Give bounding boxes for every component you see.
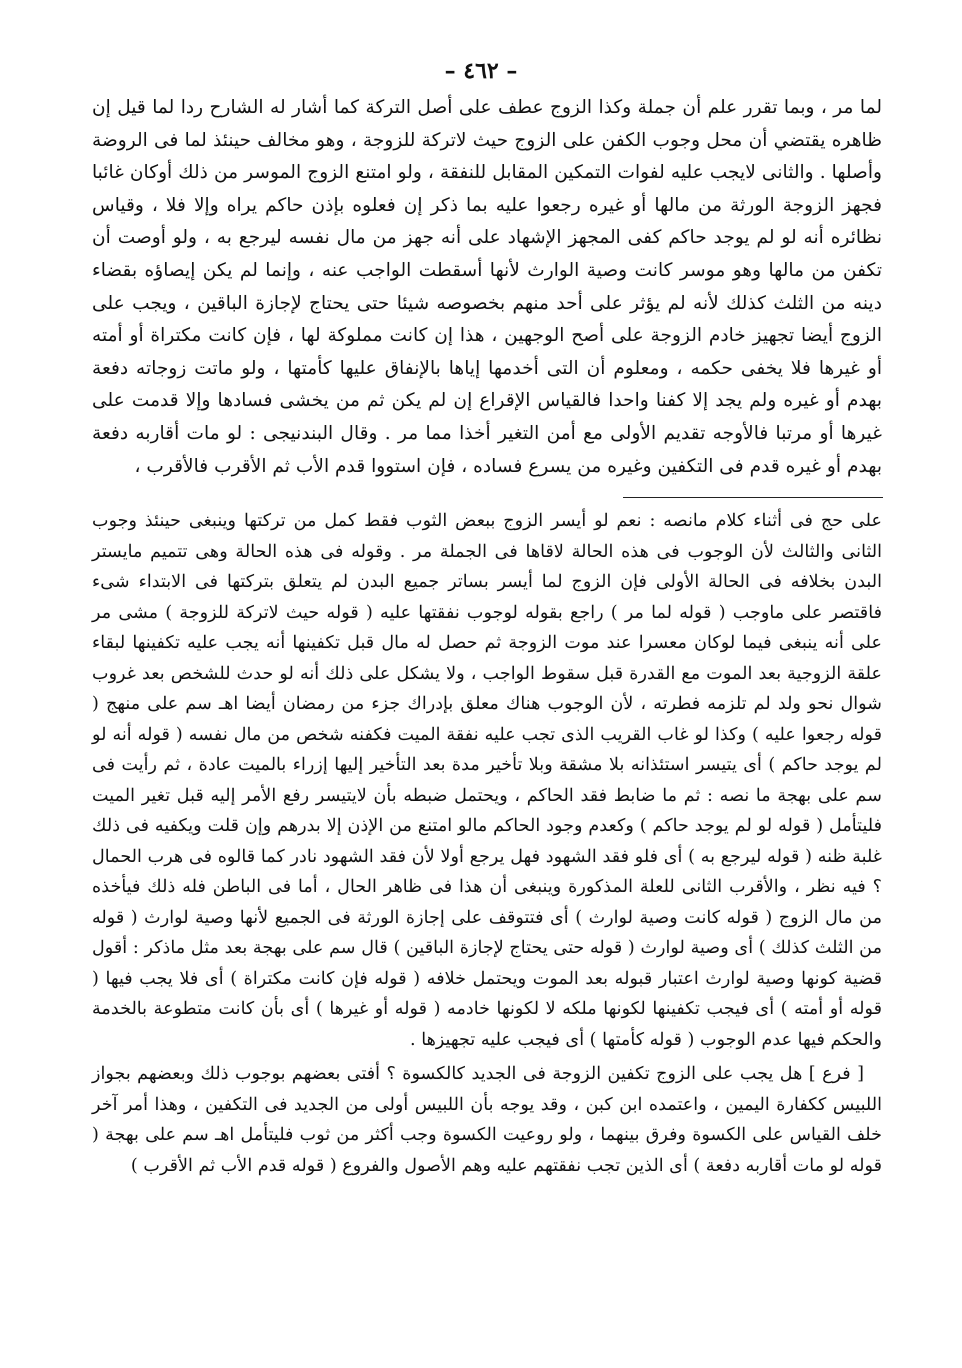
page-number: – ٤٦٢ – xyxy=(444,58,518,84)
main-text xyxy=(92,92,882,483)
footnote-divider xyxy=(623,497,883,498)
branch-paragraph: [ فرع ] هل يجب على الزوج تكفين الزوجة فى الجديد كالكسوة ؟ أفتى بعضهم بوجوب ذلك وبعضهم بجواز اللبيس ككفارة اليمين ، واعتمده ابن كبن ، وقد يوجه بأن اللبيس أولى من الجديد فى التكفين ، وهذا أمر آخر خلف القياس على الكسوة وفرق بينهما ، ولو روعيت الكسوة وجب أكثر من ثوب فليتأمل اهـ سم على بهجة ( قوله لو مات أقاربه دفعة ) أى الذين تجب نفقتهم عليه وهم الأصول والفروع ( قوله قدم الأب ثم الأقرب ) xyxy=(92,1064,882,1176)
main-paragraph: لما مر ، وبما تقرر علم أن جملة وكذا الزوج عطف على أصل التركة كما أشار له الشارح ردا لما قيل إن ظاهره يقتضي أن محل وجوب الكفن على الزوج حيث لاتركة للزوجة ، وهو مخالف حينئذ لما فى الروضة وأصلها . والثانى لايجب عليه لفوات التمكين المقابل للنفقة ، ولو امتنع الزوج الموسر من ذلك أوكان غائبا فجهز الزوجة الورثة من مالها أو غيره رجعوا عليه بما ذكر إن فعلوه بإذن حاكم يراه وإلا فلا ، وقياس نظائره أنه لو لم يوجد حاكم كفى المجهز الإشهاد على أنه جهز من مال نفسه ليرجع به ، ولو أوصت أن تكفن من مالها وهو موسر كانت وصية الوارث لأنها أسقطت الواجب عنه ، وإنما لم يكن إيصاؤه بقضاء دينه من الثلث كذلك لأنه لم يؤثر على أحد منهم بخصوصه شيئا حتى يحتاج لإجازة الباقين ، ويجب على الزوج أيضا تجهيز خادم الزوجة على أصح الوجهين ، هذا إن كانت مملوكة لها ، فإن كانت مكتراة أو أمته أو غيرها فلا يخفى حكمه ، ومعلوم أن التى أخدمها إياها بالإنفاق عليها كأمتها ، ولو ماتت زوجاته دفعة بهدم أو غيره ولم يجد إلا كفنا واحدا فالقياس الإقراع إن لم يكن ثم من يخشى فسادها وإلا قدمت على غيرها أو مرتبا فالأوجه تقديم الأولى مع أمن التغير أخذا مما مر . وقال البندنيجى : لو مات أقاربه دفعة بهدم أو غيره قدم فى التكفين وغيره من يسرع فساده ، فإن استووا قدم الأب ثم الأقرب فالأقرب ، xyxy=(92,97,882,477)
footnotes xyxy=(92,506,882,1181)
footnote-paragraph: على حج فى أثناء كلام مانصه : نعم لو أيسر الزوج ببعض الثوب فقط كمل من تركتها وينبغى حينئذ وجوب الثانى والثالث لأن الوجوب فى هذه الحالة لاقاها فى الجملة مر . وقوله فى هذه الحالة وهى تتميم مايستر البدن بخلافه فى الحالة الأولى فإن الزوج لما أيسر بساتر جميع البدن لم يتعلق بتركتها فى الابتداء شىء فاقتصر على ماوجب ( قوله لما مر ) راجع بقوله لوجوب نفقتها عليه ( قوله حيث لاتركة للزوجة ) مشى مر على أنه ينبغى فيما لوكان معسرا عند موت الزوجة ثم حصل له مال قبل تكفينها أنه يجب عليه تكفينها لبقاء علقة الزوجية بعد الموت مع القدرة قبل سقوط الواجب ، ولا يشكل على ذلك أنه لو حدث للشخص بعد غروب شوال نحو ولد لم تلزمه فطرته ، لأن الوجوب هناك معلق بإدراك جزء من رمضان أيضا اهـ سم على منهج ( قوله رجعوا عليه ) وكذا لو غاب القريب الذى تجب عليه نفقة الميت فكفنه شخص من مال نفسه ( قوله أنه لو لم يوجد حاكم ) أى يتيسر استئذانه بلا مشقة وبلا تأخير مدة بعد التأخير إليها إزراء بالميت عادة ، ثم رأيت فى سم على بهجة ما نصه : ثم ما ضابط فقد الحاكم ، ويحتمل ضبطه بأن لايتيسر رفع الأمر إليه قبل تغير الميت فليتأمل ( قوله لو لم يوجد حاكم ) وكعدم وجود الحاكم مالو امتنع من الإذن إلا بدرهم وإن قلت ويكفيه فى ذلك غلبة ظنه ( قوله ليرجع به ) أى فلو فقد الشهود فهل يرجع أولا لأن فقد الشهود نادر كما قالوه فى هرب الحمال ؟ فيه نظر ، والأقرب الثانى للعلة المذكورة وينبغى أن هذا فى ظاهر الحال ، أما فى الباطن فله ذلك فيأخذه من مال الزوج ( قوله كانت وصية لوارث ) أى فتتوقف على إجازة الورثة فى الجميع لأنها وصية لوارث ( قوله من الثلث كذلك ) أى وصية لوارث ( قوله حتى يحتاج لإجازة الباقين ) قال سم على بهجة بعد مثل ماذكر : أقول قضية كونها وصية لوارث اعتبار قبوله بعد الموت ويحتمل خلافه ( قوله فإن كانت مكتراة ) أى فلا يجب فيها ( قوله أو أمته ) أى فيجب تكفينها لكونها ملكه لا لكونها خادمه ( قوله أو غيرها ) أى بأن كانت متطوعة بالخدمة والحكم فيها عدم الوجوب ( قوله كأمتها ) أى فيجب عليه تجهيزها . xyxy=(92,511,882,1050)
